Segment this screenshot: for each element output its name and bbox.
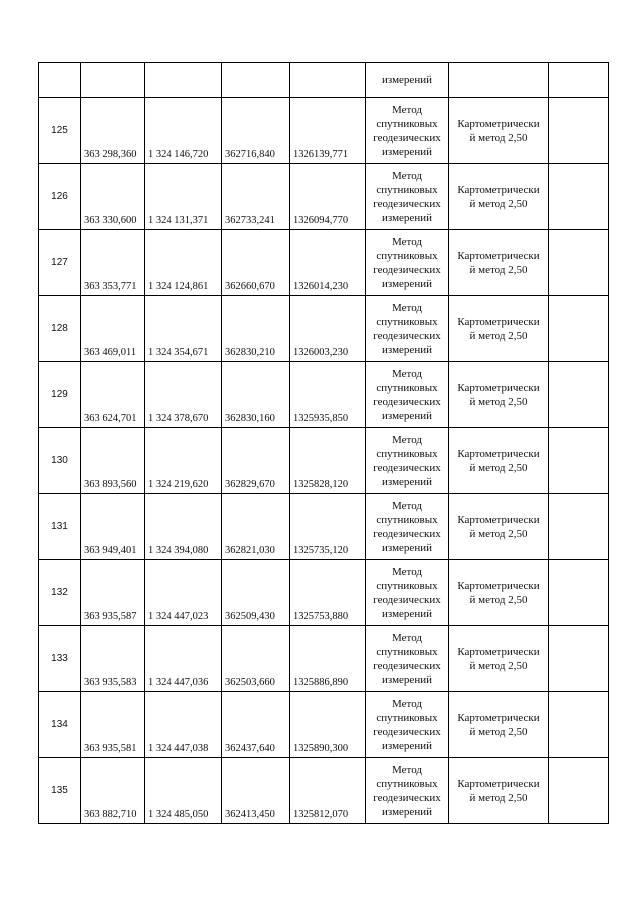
cell-x-new: 362660,670 xyxy=(222,230,290,296)
cell-y-new: 1325812,070 xyxy=(290,758,366,824)
cell-y-old: 1 324 124,861 xyxy=(145,230,222,296)
cell-extra xyxy=(549,164,609,230)
cell-x-old: 363 882,710 xyxy=(81,758,145,824)
method-line: Метод xyxy=(392,499,422,512)
accuracy-line: Картометрически xyxy=(457,645,540,658)
table-row xyxy=(39,692,609,758)
method-line: измерений xyxy=(382,145,432,158)
cell-x-old: 363 935,587 xyxy=(81,560,145,626)
method-line: Метод xyxy=(392,301,422,314)
cell-y-new: 1325828,120 xyxy=(290,428,366,494)
accuracy-line: й метод 2,50 xyxy=(469,197,528,210)
accuracy-line: Картометрически xyxy=(457,447,540,460)
cell-point-number: 132 xyxy=(39,560,81,626)
cell-x-new: 362830,160 xyxy=(222,362,290,428)
cell-method xyxy=(366,164,449,230)
cell-x-old: 363 624,701 xyxy=(81,362,145,428)
method-line: Метод xyxy=(392,763,422,776)
method-line: геодезических xyxy=(373,725,441,738)
accuracy-line: Картометрически xyxy=(457,315,540,328)
method-line: геодезических xyxy=(373,461,441,474)
cell-method xyxy=(366,362,449,428)
cell-x-new: 362413,450 xyxy=(222,758,290,824)
cell-y-new: 1325735,120 xyxy=(290,494,366,560)
cell-point-number: 130 xyxy=(39,428,81,494)
method-text: измерений xyxy=(382,74,432,86)
accuracy-line: й метод 2,50 xyxy=(469,725,528,738)
cell-method xyxy=(366,626,449,692)
cell-point-number: 134 xyxy=(39,692,81,758)
cell-extra xyxy=(549,692,609,758)
method-line: Метод xyxy=(392,697,422,710)
cell-accuracy xyxy=(449,758,549,824)
cell-y-old: 1 324 447,023 xyxy=(145,560,222,626)
method-line: измерений xyxy=(382,409,432,422)
cell-extra xyxy=(549,362,609,428)
table-row xyxy=(39,164,609,230)
cell-method xyxy=(366,494,449,560)
cell-x-old xyxy=(81,63,145,98)
cell-accuracy xyxy=(449,98,549,164)
cell-y-old: 1 324 378,670 xyxy=(145,362,222,428)
accuracy-line: Картометрически xyxy=(457,183,540,196)
cell-y-new: 1326094,770 xyxy=(290,164,366,230)
method-line: Метод xyxy=(392,235,422,248)
method-line: спутниковых xyxy=(376,777,438,790)
cell-y-old: 1 324 131,371 xyxy=(145,164,222,230)
method-line: Метод xyxy=(392,565,422,578)
cell-x-old: 363 935,581 xyxy=(81,692,145,758)
cell-x-new: 362503,660 xyxy=(222,626,290,692)
method-line: спутниковых xyxy=(376,315,438,328)
cell-method xyxy=(366,98,449,164)
table-row xyxy=(39,98,609,164)
method-line: геодезических xyxy=(373,197,441,210)
coordinates-table xyxy=(38,62,609,824)
cell-y-new: 1326014,230 xyxy=(290,230,366,296)
cell-y-new: 1325886,890 xyxy=(290,626,366,692)
cell-y-old: 1 324 447,036 xyxy=(145,626,222,692)
method-line: измерений xyxy=(382,277,432,290)
cell-accuracy xyxy=(449,362,549,428)
cell-x-new: 362829,670 xyxy=(222,428,290,494)
cell-accuracy xyxy=(449,494,549,560)
cell-y-old: 1 324 146,720 xyxy=(145,98,222,164)
cell-y-old: 1 324 447,038 xyxy=(145,692,222,758)
accuracy-line: й метод 2,50 xyxy=(469,329,528,342)
table-row xyxy=(39,428,609,494)
cell-extra xyxy=(549,626,609,692)
method-line: измерений xyxy=(382,673,432,686)
accuracy-line: Картометрически xyxy=(457,711,540,724)
cell-method xyxy=(366,692,449,758)
accuracy-line: Картометрически xyxy=(457,579,540,592)
cell-x-new: 362821,030 xyxy=(222,494,290,560)
method-line: Метод xyxy=(392,631,422,644)
cell-accuracy xyxy=(449,692,549,758)
cell-y-old: 1 324 354,671 xyxy=(145,296,222,362)
cell-x-old: 363 469,011 xyxy=(81,296,145,362)
accuracy-line: й метод 2,50 xyxy=(469,395,528,408)
cell-extra xyxy=(549,98,609,164)
cell-y-new: 1326139,771 xyxy=(290,98,366,164)
accuracy-line: й метод 2,50 xyxy=(469,527,528,540)
cell-method xyxy=(366,230,449,296)
method-line: спутниковых xyxy=(376,447,438,460)
table-row xyxy=(39,626,609,692)
cell-method xyxy=(366,560,449,626)
method-line: геодезических xyxy=(373,659,441,672)
method-line: спутниковых xyxy=(376,183,438,196)
cell-extra xyxy=(549,230,609,296)
cell-accuracy xyxy=(449,560,549,626)
cell-extra xyxy=(549,428,609,494)
table-row xyxy=(39,362,609,428)
table-row xyxy=(39,758,609,824)
cell-extra xyxy=(549,296,609,362)
cell-method xyxy=(366,758,449,824)
method-line: геодезических xyxy=(373,131,441,144)
cell-x-old: 363 298,360 xyxy=(81,98,145,164)
cell-x-old: 363 935,583 xyxy=(81,626,145,692)
cell-x-old: 363 330,600 xyxy=(81,164,145,230)
cell-y-old xyxy=(145,63,222,98)
cell-accuracy xyxy=(449,230,549,296)
method-line: геодезических xyxy=(373,329,441,342)
table-row xyxy=(39,296,609,362)
cell-y-old: 1 324 394,080 xyxy=(145,494,222,560)
cell-accuracy xyxy=(449,428,549,494)
accuracy-line: й метод 2,50 xyxy=(469,461,528,474)
cell-y-new: 1326003,230 xyxy=(290,296,366,362)
table-row xyxy=(39,230,609,296)
accuracy-line: й метод 2,50 xyxy=(469,659,528,672)
method-line: геодезических xyxy=(373,593,441,606)
method-line: измерений xyxy=(382,343,432,356)
accuracy-line: Картометрически xyxy=(457,777,540,790)
cell-method xyxy=(366,428,449,494)
method-line: Метод xyxy=(392,169,422,182)
method-line: спутниковых xyxy=(376,645,438,658)
accuracy-line: й метод 2,50 xyxy=(469,593,528,606)
cell-x-old: 363 353,771 xyxy=(81,230,145,296)
method-line: спутниковых xyxy=(376,711,438,724)
cell-extra xyxy=(549,63,609,98)
cell-x-old: 363 893,560 xyxy=(81,428,145,494)
cell-extra xyxy=(549,758,609,824)
cell-point-number: 131 xyxy=(39,494,81,560)
cell-extra xyxy=(549,560,609,626)
method-line: геодезических xyxy=(373,527,441,540)
cell-accuracy xyxy=(449,626,549,692)
cell-y-new: 1325753,880 xyxy=(290,560,366,626)
accuracy-line: й метод 2,50 xyxy=(469,131,528,144)
cell-x-new xyxy=(222,63,290,98)
method-line: геодезических xyxy=(373,263,441,276)
table-row-continued xyxy=(39,63,609,98)
cell-y-new: 1325935,850 xyxy=(290,362,366,428)
cell-point-number: 127 xyxy=(39,230,81,296)
cell-x-new: 362830,210 xyxy=(222,296,290,362)
method-line: спутниковых xyxy=(376,249,438,262)
accuracy-line: й метод 2,50 xyxy=(469,791,528,804)
method-line: измерений xyxy=(382,541,432,554)
cell-extra xyxy=(549,494,609,560)
accuracy-line: Картометрически xyxy=(457,117,540,130)
accuracy-line: й метод 2,50 xyxy=(469,263,528,276)
cell-point-number: 126 xyxy=(39,164,81,230)
cell-x-old: 363 949,401 xyxy=(81,494,145,560)
method-line: измерений xyxy=(382,607,432,620)
accuracy-line: Картометрически xyxy=(457,513,540,526)
method-line: спутниковых xyxy=(376,579,438,592)
accuracy-line: Картометрически xyxy=(457,249,540,262)
cell-x-new: 362437,640 xyxy=(222,692,290,758)
method-line: спутниковых xyxy=(376,117,438,130)
method-line: измерений xyxy=(382,805,432,818)
cell-point-number: 125 xyxy=(39,98,81,164)
method-line: спутниковых xyxy=(376,381,438,394)
cell-x-new: 362509,430 xyxy=(222,560,290,626)
table-row xyxy=(39,560,609,626)
cell-y-old: 1 324 219,620 xyxy=(145,428,222,494)
method-line: спутниковых xyxy=(376,513,438,526)
cell-accuracy xyxy=(449,63,549,98)
cell-x-new: 362733,241 xyxy=(222,164,290,230)
method-line: Метод xyxy=(392,433,422,446)
cell-accuracy xyxy=(449,164,549,230)
cell-point-number xyxy=(39,63,81,98)
method-line: Метод xyxy=(392,103,422,116)
method-line: геодезических xyxy=(373,791,441,804)
cell-y-new xyxy=(290,63,366,98)
method-line: Метод xyxy=(392,367,422,380)
cell-accuracy xyxy=(449,296,549,362)
method-line: геодезических xyxy=(373,395,441,408)
cell-point-number: 133 xyxy=(39,626,81,692)
cell-y-new: 1325890,300 xyxy=(290,692,366,758)
cell-method xyxy=(366,296,449,362)
cell-method xyxy=(366,63,449,98)
cell-x-new: 362716,840 xyxy=(222,98,290,164)
method-line: измерений xyxy=(382,475,432,488)
method-line: измерений xyxy=(382,739,432,752)
method-line: измерений xyxy=(382,211,432,224)
accuracy-line: Картометрически xyxy=(457,381,540,394)
cell-point-number: 135 xyxy=(39,758,81,824)
cell-y-old: 1 324 485,050 xyxy=(145,758,222,824)
table-row xyxy=(39,494,609,560)
cell-point-number: 129 xyxy=(39,362,81,428)
cell-point-number: 128 xyxy=(39,296,81,362)
